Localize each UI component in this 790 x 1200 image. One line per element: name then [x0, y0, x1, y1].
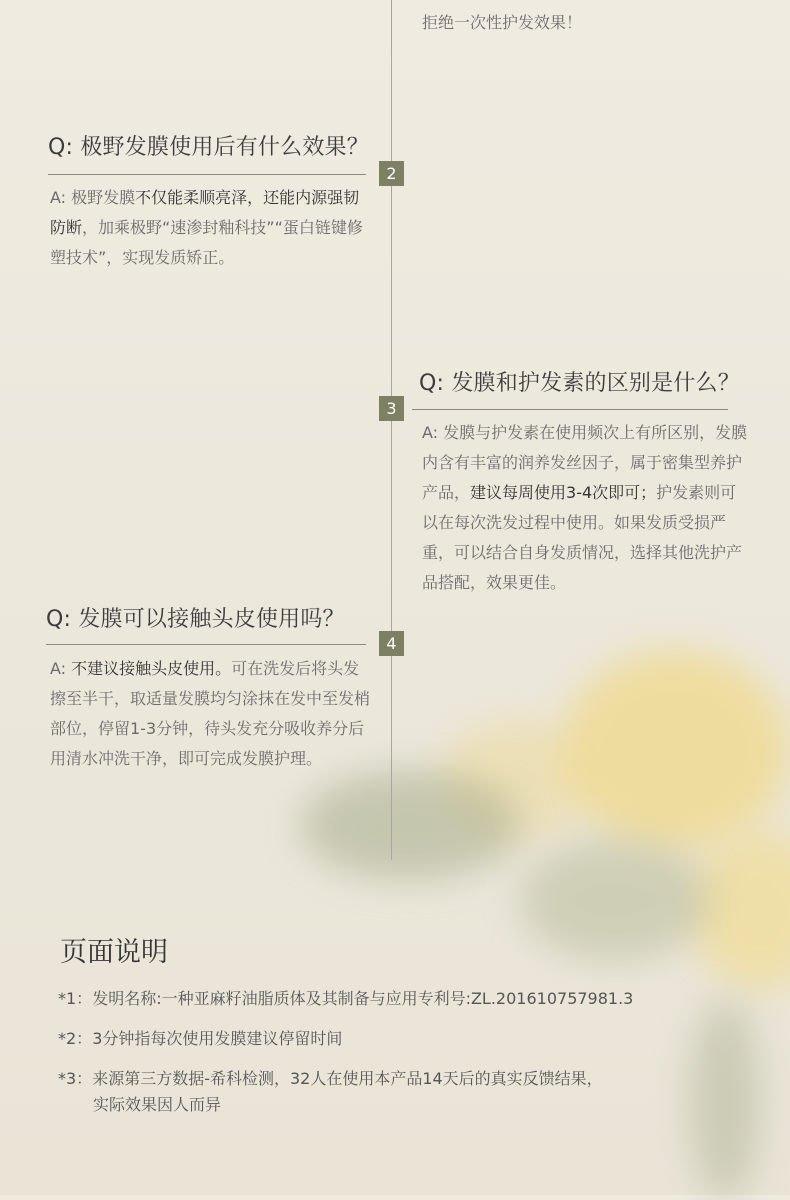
- note-2-mark: *2：: [58, 1029, 93, 1048]
- note-1-mark: *1：: [58, 989, 93, 1008]
- answer-1-tail: 拒绝一次性护发效果！: [422, 13, 583, 32]
- question-2: Q: 极野发膜使用后有什么效果？: [48, 135, 369, 160]
- divider-2: [48, 174, 366, 175]
- divider-4: [46, 644, 366, 645]
- answer-4: A: 不建议接触头皮使用。可在洗发后将头发擦至半干，取适量发膜均匀涂抹在发中至发梢部位，停留1-3分钟，待头发充分吸收养分后用清水冲洗干净，即可完成发膜护理。: [50, 659, 371, 768]
- note-3-text: 来源第三方数据-希科检测，32人在使用本产品14天后的真实反馈结果，: [92, 1069, 603, 1088]
- note-3: [58, 1066, 603, 1118]
- badge-number-2: 2: [379, 161, 404, 186]
- stem-blur-green: [690, 1000, 760, 1200]
- answer-3: A: 发膜与护发素在使用频次上有所区别，发膜内含有丰富的润养发丝因子，属于密集型养护产品，建议每周使用3-4次即可；护发素则可以在每次洗发过程中使用。如果发质受损严重，可以结合自身发质情况，选择其他洗护产品搭配，效果更佳。: [422, 423, 748, 592]
- answer-4-highlight: 不建议接触头皮使用。: [71, 659, 232, 678]
- note-1: [58, 986, 633, 1012]
- flower-blur-yellow-1: [560, 650, 790, 850]
- notes-title: 页面说明: [60, 937, 168, 968]
- badge-number-4: 4: [379, 631, 404, 656]
- divider-3: [412, 409, 728, 410]
- badge-number-3: 3: [379, 396, 404, 421]
- answer-3-highlight: 建议每周使用3-4次即可；: [470, 483, 657, 502]
- flower-blur-yellow-2: [690, 830, 790, 990]
- question-4: Q: 发膜可以接触头皮使用吗？: [46, 607, 345, 632]
- leaf-blur-green-1: [300, 770, 520, 880]
- question-3: Q: 发膜和护发素的区别是什么？: [419, 371, 740, 396]
- timeline-line: [391, 0, 392, 860]
- note-2: [58, 1026, 342, 1052]
- answer-2-highlight: 不仅能柔顺亮泽，还能内源强韧防断: [50, 188, 360, 237]
- note-2-text: 3分钟指每次使用发膜建议停留时间: [92, 1029, 343, 1048]
- note-1-text: 发明名称:一种亚麻籽油脂质体及其制备与应用专利号:ZL.201610757981.3: [92, 989, 634, 1008]
- note-3-text-line2: 实际效果因人而异: [93, 1095, 222, 1114]
- answer-2: A: 极野发膜不仅能柔顺亮泽，还能内源强韧防断，加乘极野“速渗封釉科技”“蛋白链键修塑技术”，实现发质矫正。: [50, 188, 363, 267]
- flower-blur-yellow-3: [440, 720, 590, 840]
- leaf-blur-green-2: [520, 840, 710, 960]
- note-3-mark: *3：: [58, 1069, 93, 1088]
